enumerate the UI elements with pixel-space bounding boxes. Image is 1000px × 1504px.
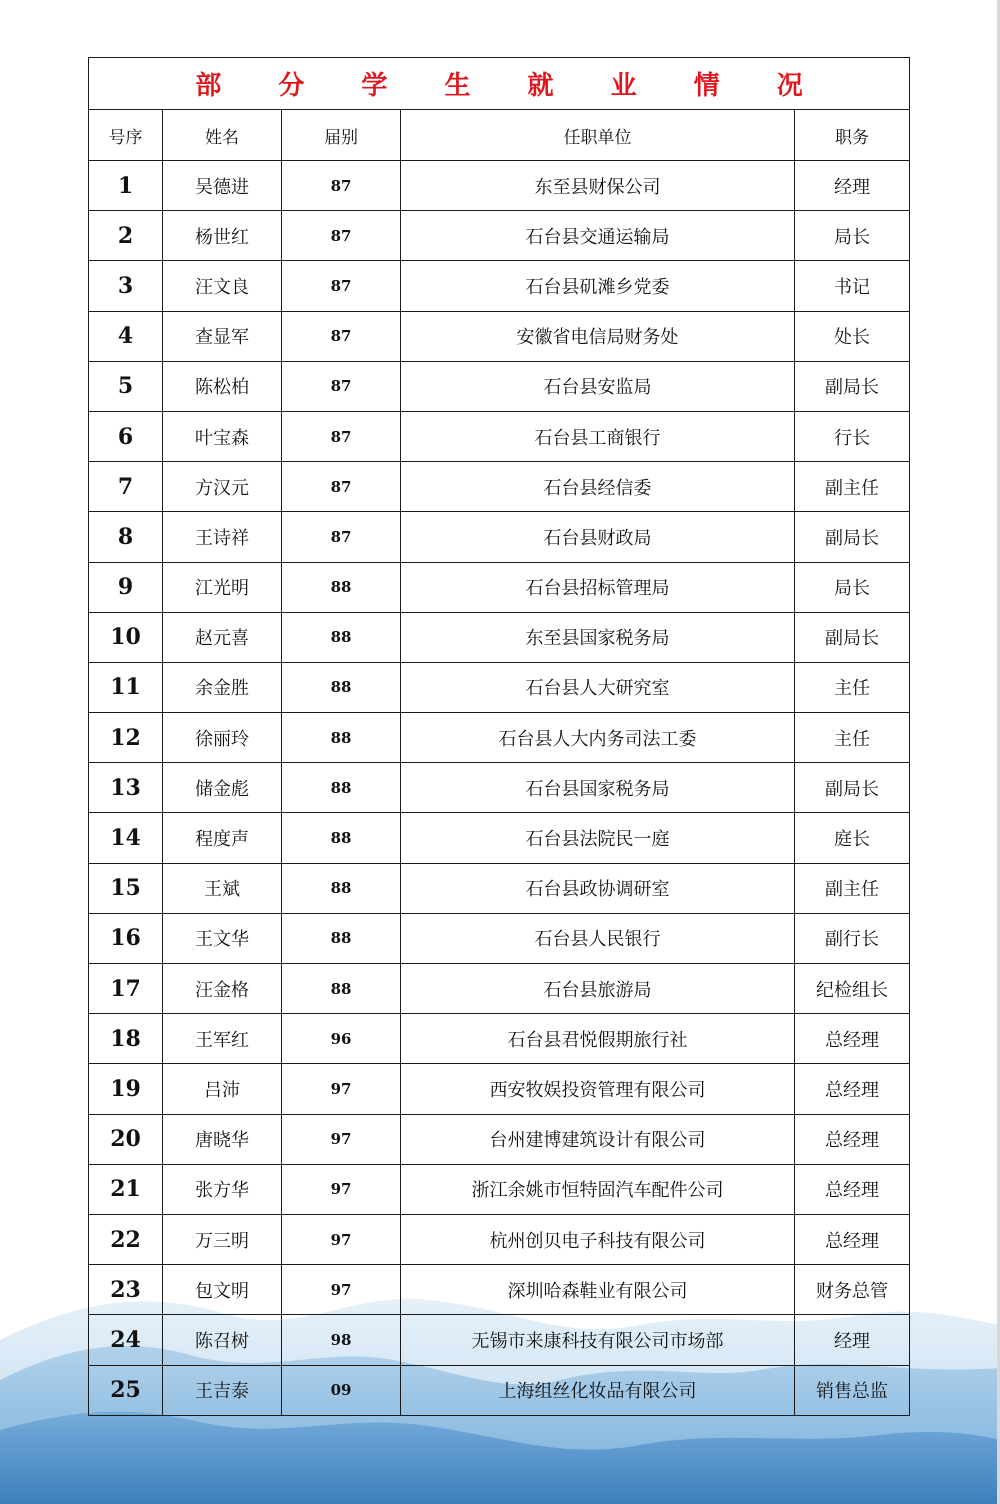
position: 副主任 <box>795 462 910 512</box>
position: 副局长 <box>795 612 910 662</box>
position: 副局长 <box>795 361 910 411</box>
table-row <box>89 763 910 813</box>
student-name: 叶宝森 <box>163 411 282 461</box>
student-name: 王文华 <box>163 913 282 963</box>
class-year: 97 <box>282 1214 401 1264</box>
employer: 台州建博建筑设计有限公司 <box>401 1114 795 1164</box>
row-number: 18 <box>89 1014 163 1064</box>
position: 经理 <box>795 1315 910 1365</box>
position: 主任 <box>795 662 910 712</box>
table-row <box>89 211 910 261</box>
table-row <box>89 612 910 662</box>
student-name: 杨世红 <box>163 211 282 261</box>
class-year: 88 <box>282 964 401 1014</box>
table-row <box>89 813 910 863</box>
table-row <box>89 1365 910 1415</box>
position: 处长 <box>795 311 910 361</box>
class-year: 87 <box>282 161 401 211</box>
employer: 石台县国家税务局 <box>401 763 795 813</box>
row-number: 8 <box>89 512 163 562</box>
student-name: 查显军 <box>163 311 282 361</box>
class-year: 87 <box>282 261 401 311</box>
position: 副局长 <box>795 512 910 562</box>
position: 副行长 <box>795 913 910 963</box>
student-name: 汪文良 <box>163 261 282 311</box>
student-name: 徐丽玲 <box>163 713 282 763</box>
employer: 无锡市来康科技有限公司市场部 <box>401 1315 795 1365</box>
row-number: 12 <box>89 713 163 763</box>
header-number: 号序 <box>89 110 163 161</box>
student-name: 王斌 <box>163 863 282 913</box>
employer: 石台县人大内务司法工委 <box>401 713 795 763</box>
employer: 石台县旅游局 <box>401 964 795 1014</box>
student-name: 储金彪 <box>163 763 282 813</box>
row-number: 16 <box>89 913 163 963</box>
position: 纪检组长 <box>795 964 910 1014</box>
student-name: 汪金格 <box>163 964 282 1014</box>
class-year: 88 <box>282 713 401 763</box>
row-number: 5 <box>89 361 163 411</box>
row-number: 14 <box>89 813 163 863</box>
student-name: 余金胜 <box>163 662 282 712</box>
position: 庭长 <box>795 813 910 863</box>
student-name: 吴德进 <box>163 161 282 211</box>
class-year: 97 <box>282 1064 401 1114</box>
position: 局长 <box>795 562 910 612</box>
student-name: 张方华 <box>163 1164 282 1214</box>
class-year: 87 <box>282 512 401 562</box>
table-row <box>89 713 910 763</box>
employer: 石台县人大研究室 <box>401 662 795 712</box>
employer: 石台县交通运输局 <box>401 211 795 261</box>
class-year: 87 <box>282 211 401 261</box>
class-year: 88 <box>282 562 401 612</box>
row-number: 17 <box>89 964 163 1014</box>
employer: 石台县人民银行 <box>401 913 795 963</box>
table-row <box>89 161 910 211</box>
employer: 石台县安监局 <box>401 361 795 411</box>
student-name: 王诗祥 <box>163 512 282 562</box>
table-row <box>89 964 910 1014</box>
class-year: 97 <box>282 1114 401 1164</box>
employer: 石台县招标管理局 <box>401 562 795 612</box>
employment-table <box>88 57 910 1416</box>
position: 总经理 <box>795 1164 910 1214</box>
student-name: 赵元喜 <box>163 612 282 662</box>
table-row <box>89 662 910 712</box>
class-year: 87 <box>282 311 401 361</box>
table-header-row <box>89 110 910 161</box>
student-name: 方汉元 <box>163 462 282 512</box>
table-row <box>89 411 910 461</box>
employer: 上海组丝化妆品有限公司 <box>401 1365 795 1415</box>
row-number: 25 <box>89 1365 163 1415</box>
employer: 浙江余姚市恒特固汽车配件公司 <box>401 1164 795 1214</box>
position: 总经理 <box>795 1114 910 1164</box>
header-class-year: 届别 <box>282 110 401 161</box>
table-body <box>89 161 910 1416</box>
class-year: 97 <box>282 1265 401 1315</box>
student-name: 包文明 <box>163 1265 282 1315</box>
row-number: 20 <box>89 1114 163 1164</box>
table-row <box>89 462 910 512</box>
table-row <box>89 1164 910 1214</box>
row-number: 15 <box>89 863 163 913</box>
student-name: 程度声 <box>163 813 282 863</box>
position: 总经理 <box>795 1014 910 1064</box>
row-number: 19 <box>89 1064 163 1114</box>
table-row <box>89 512 910 562</box>
table-title-row <box>89 58 910 110</box>
employment-table-wrap <box>88 57 909 1416</box>
student-name: 陈松柏 <box>163 361 282 411</box>
student-name: 王军红 <box>163 1014 282 1064</box>
row-number: 13 <box>89 763 163 813</box>
row-number: 24 <box>89 1315 163 1365</box>
student-name: 唐晓华 <box>163 1114 282 1164</box>
row-number: 6 <box>89 411 163 461</box>
table-row <box>89 1014 910 1064</box>
table-row <box>89 1214 910 1264</box>
student-name: 吕沛 <box>163 1064 282 1114</box>
position: 总经理 <box>795 1214 910 1264</box>
class-year: 96 <box>282 1014 401 1064</box>
table-row <box>89 261 910 311</box>
position: 财务总管 <box>795 1265 910 1315</box>
row-number: 1 <box>89 161 163 211</box>
row-number: 22 <box>89 1214 163 1264</box>
employer: 安徽省电信局财务处 <box>401 311 795 361</box>
row-number: 23 <box>89 1265 163 1315</box>
employer: 石台县政协调研室 <box>401 863 795 913</box>
table-row <box>89 913 910 963</box>
class-year: 97 <box>282 1164 401 1214</box>
student-name: 陈召树 <box>163 1315 282 1365</box>
class-year: 88 <box>282 813 401 863</box>
employer: 杭州创贝电子科技有限公司 <box>401 1214 795 1264</box>
class-year: 88 <box>282 763 401 813</box>
class-year: 09 <box>282 1365 401 1415</box>
employer: 石台县经信委 <box>401 462 795 512</box>
position: 主任 <box>795 713 910 763</box>
employer: 东至县财保公司 <box>401 161 795 211</box>
row-number: 3 <box>89 261 163 311</box>
table-row <box>89 1315 910 1365</box>
table-row <box>89 1114 910 1164</box>
table-row <box>89 311 910 361</box>
position: 局长 <box>795 211 910 261</box>
class-year: 88 <box>282 863 401 913</box>
employer: 西安牧娱投资管理有限公司 <box>401 1064 795 1114</box>
position: 行长 <box>795 411 910 461</box>
position: 副局长 <box>795 763 910 813</box>
class-year: 88 <box>282 913 401 963</box>
employer: 石台县矶滩乡党委 <box>401 261 795 311</box>
student-name: 万三明 <box>163 1214 282 1264</box>
class-year: 88 <box>282 612 401 662</box>
row-number: 21 <box>89 1164 163 1214</box>
row-number: 4 <box>89 311 163 361</box>
row-number: 11 <box>89 662 163 712</box>
employer: 石台县法院民一庭 <box>401 813 795 863</box>
class-year: 88 <box>282 662 401 712</box>
position: 总经理 <box>795 1064 910 1114</box>
position: 经理 <box>795 161 910 211</box>
header-position: 职务 <box>795 110 910 161</box>
table-row <box>89 863 910 913</box>
header-name: 姓名 <box>163 110 282 161</box>
class-year: 87 <box>282 411 401 461</box>
row-number: 7 <box>89 462 163 512</box>
employer: 石台县财政局 <box>401 512 795 562</box>
employer: 深圳哈森鞋业有限公司 <box>401 1265 795 1315</box>
employer: 石台县君悦假期旅行社 <box>401 1014 795 1064</box>
class-year: 98 <box>282 1315 401 1365</box>
student-name: 江光明 <box>163 562 282 612</box>
class-year: 87 <box>282 462 401 512</box>
row-number: 2 <box>89 211 163 261</box>
header-employer: 任职单位 <box>401 110 795 161</box>
row-number: 9 <box>89 562 163 612</box>
row-number: 10 <box>89 612 163 662</box>
position: 副主任 <box>795 863 910 913</box>
table-row <box>89 1265 910 1315</box>
position: 销售总监 <box>795 1365 910 1415</box>
table-title: 部 分 学 生 就 业 情 况 <box>89 58 910 110</box>
student-name: 王吉泰 <box>163 1365 282 1415</box>
position: 书记 <box>795 261 910 311</box>
employer: 石台县工商银行 <box>401 411 795 461</box>
table-row <box>89 361 910 411</box>
class-year: 87 <box>282 361 401 411</box>
table-row <box>89 562 910 612</box>
employer: 东至县国家税务局 <box>401 612 795 662</box>
table-row <box>89 1064 910 1114</box>
